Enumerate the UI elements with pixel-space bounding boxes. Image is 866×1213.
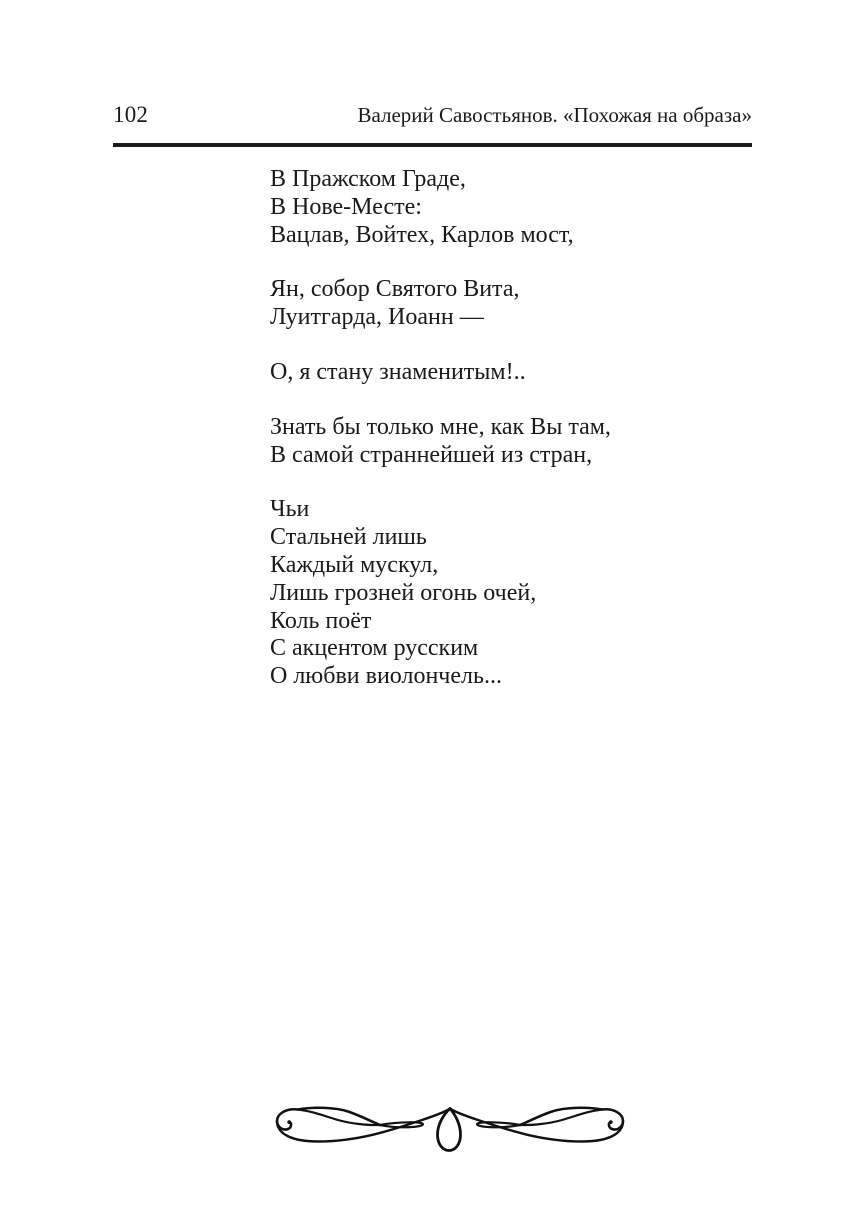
verse-line: В Нове-Месте:	[270, 193, 422, 220]
verse-line: В самой страннейшей из стран,	[270, 441, 593, 468]
page-number: 102	[113, 102, 149, 127]
running-head-title: Валерий Савостьянов. «Похожая на образа»	[357, 103, 752, 127]
verse-line: Стальней лишь	[270, 524, 427, 551]
stanza	[270, 166, 810, 249]
verse-line: В Пражском Граде,	[270, 166, 466, 192]
verse-line: Ян, собор Святого Вита,	[270, 276, 520, 303]
header-rule	[113, 143, 752, 147]
flourish-ornament	[270, 1096, 630, 1158]
verse-line: С акцентом русским	[270, 635, 479, 662]
verse-line: О любви виолончель...	[270, 663, 502, 690]
flourish-ornament-icon	[277, 1108, 623, 1151]
verse-line: Лишь грозней огонь очей,	[270, 579, 537, 606]
verse-line: Коль поёт	[270, 607, 372, 634]
running-head	[113, 103, 752, 126]
verse-line: Каждый мускул,	[270, 551, 439, 578]
verse-line: Луитгарда, Иоанн —	[270, 304, 484, 331]
stanza	[270, 276, 810, 332]
verse-line: Чьи	[270, 496, 310, 523]
stanza	[270, 496, 810, 691]
stanza	[270, 414, 810, 470]
verse-line: Вацлав, Войтех, Карлов мост,	[270, 221, 574, 248]
verse-line: Знать бы только мне, как Вы там,	[270, 413, 611, 440]
verse-line: О, я стану знаменитым!..	[270, 358, 526, 385]
stanza	[270, 359, 810, 387]
poem-body	[270, 166, 810, 691]
